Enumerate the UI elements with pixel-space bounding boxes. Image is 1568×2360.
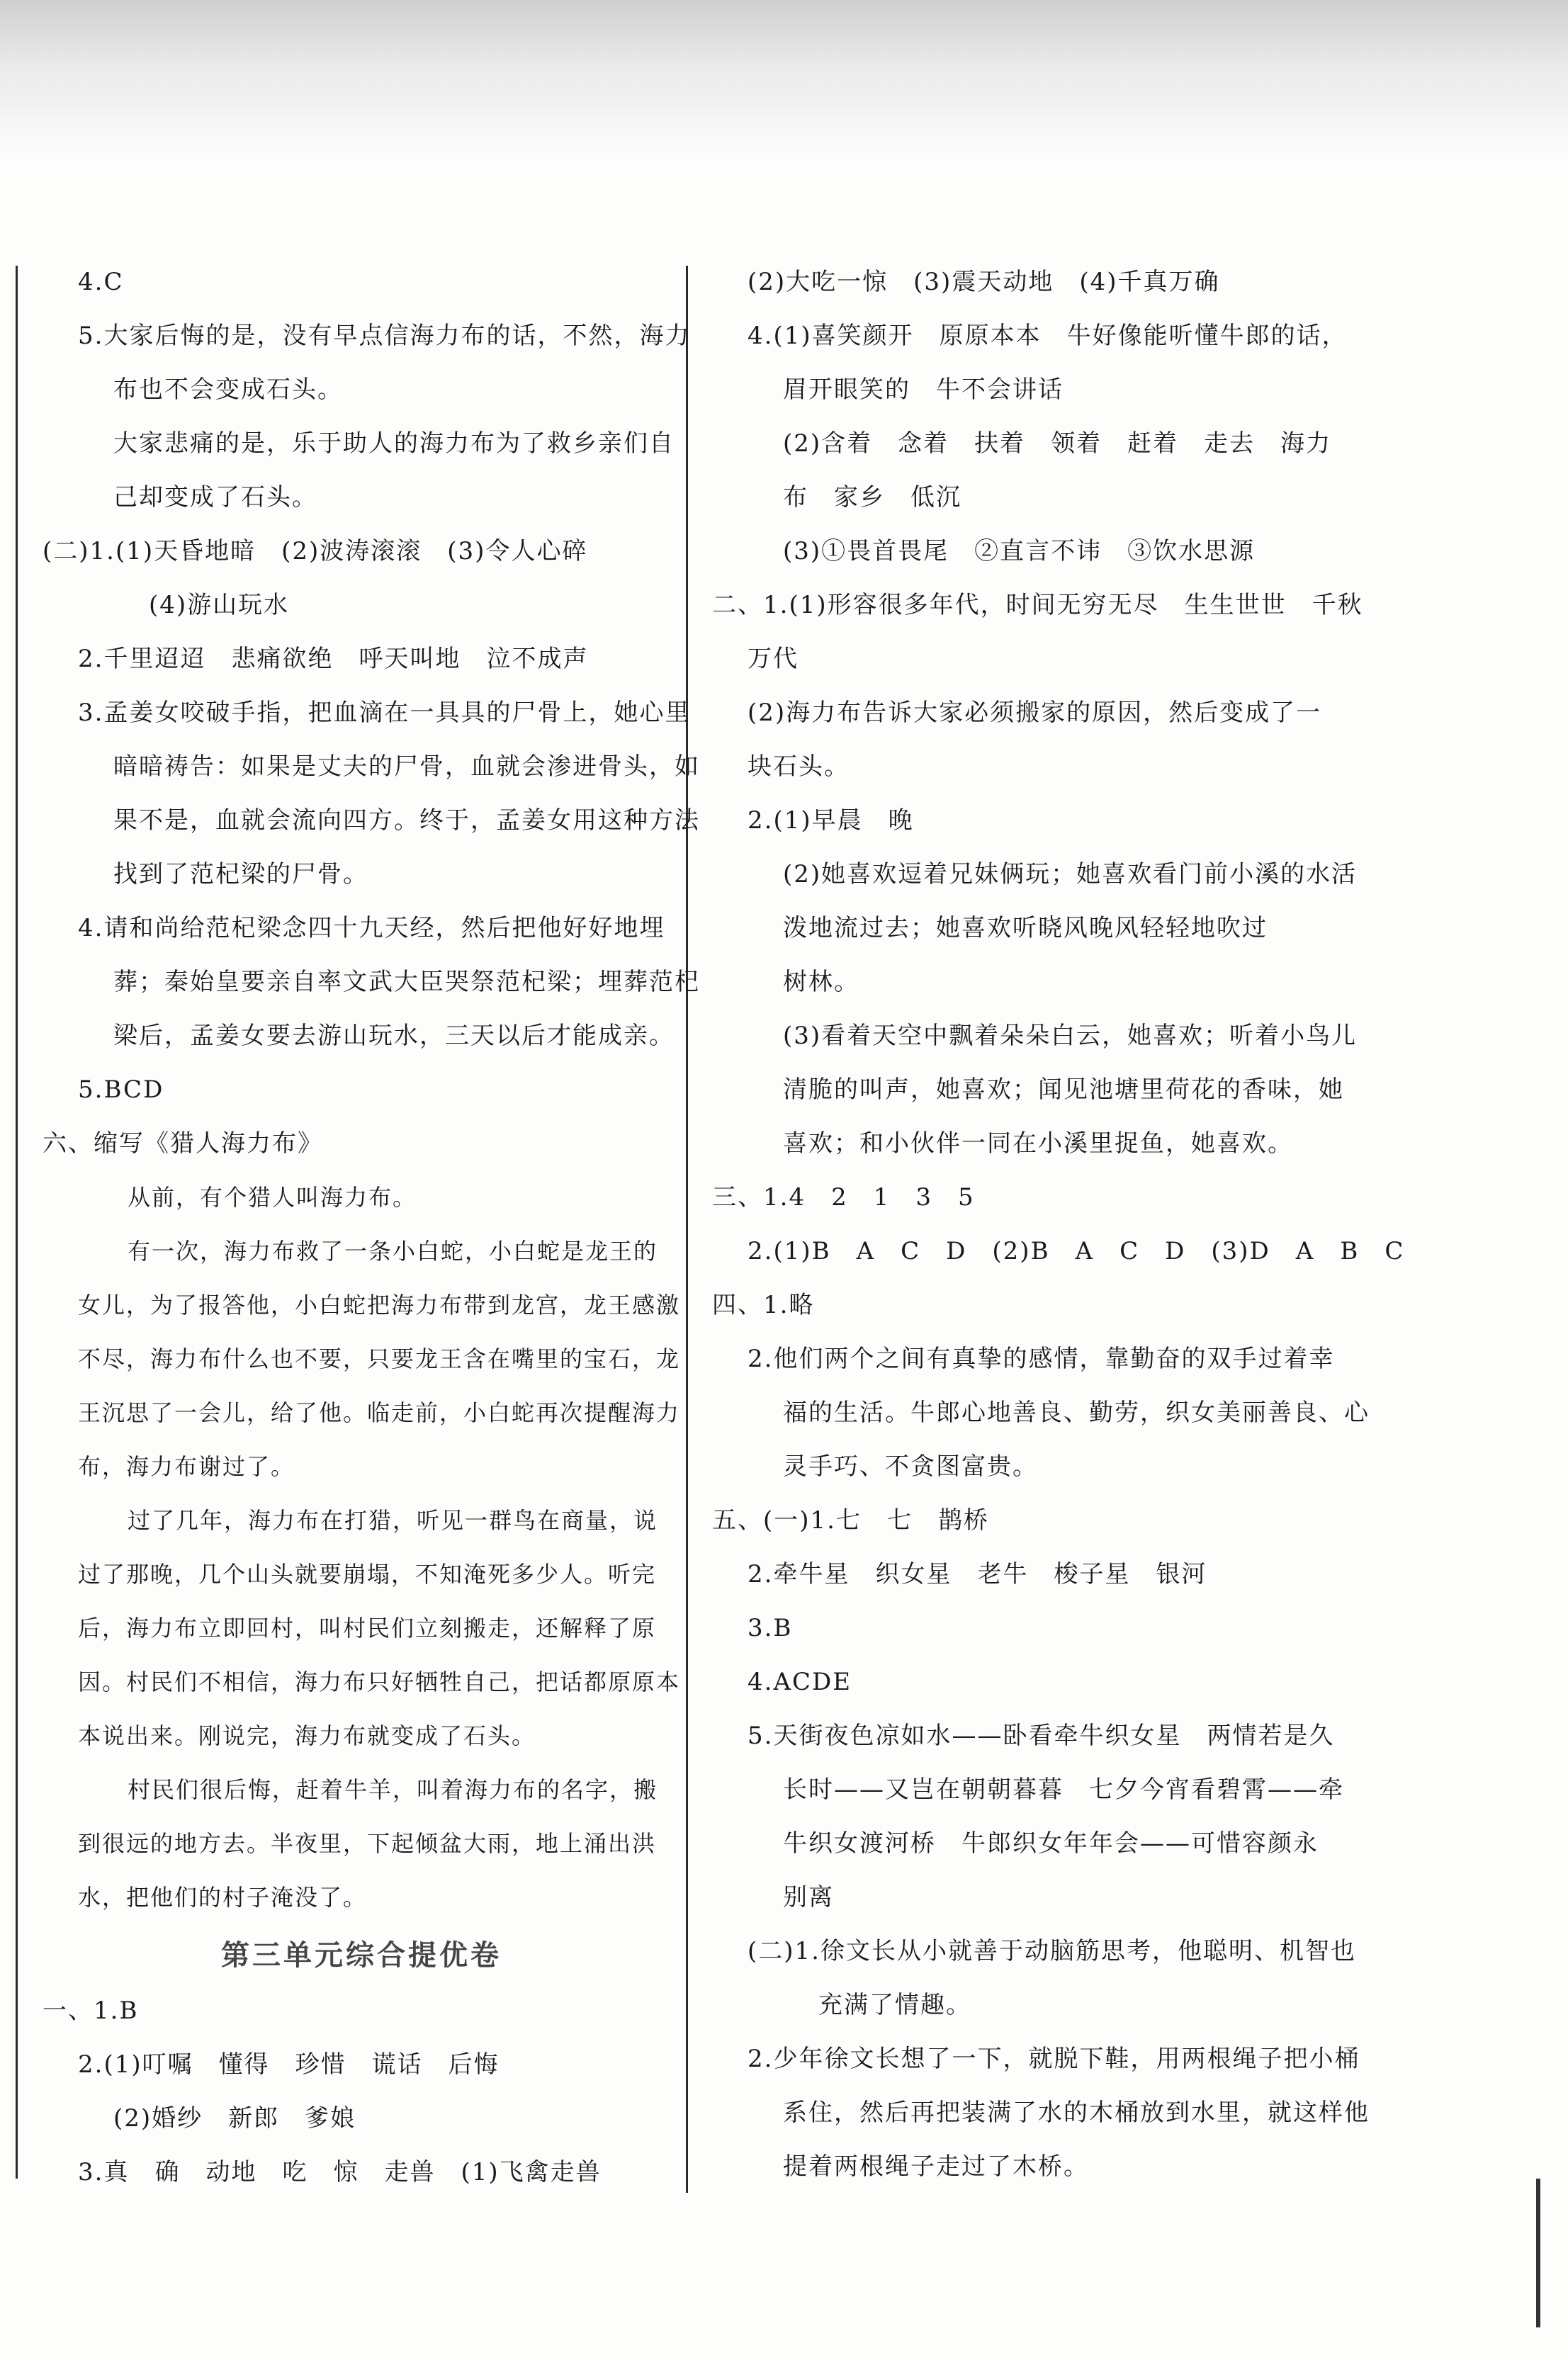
answer-line: (2)她喜欢逗着兄妹俩玩；她喜欢看门前小溪的水活 [783, 860, 1358, 888]
answer-line: 提着两根绳子走过了木桥。 [783, 2152, 1089, 2181]
section-title: 第三单元综合提优卷 [221, 1939, 502, 1972]
answer-line: (3)①畏首畏尾 ②直言不讳 ③饮水思源 [783, 537, 1256, 565]
answer-line: 找到了范杞梁的尸骨。 [113, 860, 368, 888]
answer-line: 福的生活。牛郎心地善良、勤劳，织女美丽善良、心 [783, 1399, 1370, 1427]
answer-line: 长时——又岂在朝朝暮暮 七夕今宵看碧霄——牵 [783, 1775, 1344, 1804]
answer-line: 4.C [78, 268, 124, 296]
answer-line: 块石头。 [748, 752, 850, 781]
answer-line: 2.少年徐文长想了一下，就脱下鞋，用两根绳子把小桶 [748, 2045, 1360, 2073]
answer-line: 3.真 确 动地 吃 惊 走兽 (1)飞禽走兽 [78, 2158, 602, 2186]
composition-paragraph: 村民们很后悔，赶着牛羊，叫着海力布的名字，搬到很远的地方去。半夜里，下起倾盆大雨，地上涌出洪水，把他们的村子淹没了。 [78, 1776, 658, 1911]
answer-line: 泼地流过去；她喜欢听晓风晚风轻轻地吹过 [783, 914, 1268, 942]
answer-line: 4.(1)喜笑颜开 原原本本 牛好像能听懂牛郎的话， [748, 322, 1348, 350]
composition-paragraph: 有一次，海力布救了一条小白蛇，小白蛇是龙王的女儿，为了报答他，小白蛇把海力布带到龙宫，龙王感激不尽，海力布什么也不要，只要龙王含在嘴里的宝石，龙王沉思了一会儿，给了他。临走前，小白蛇再次提醒海力布，海力布谢过了。 [78, 1238, 681, 1480]
left-margin-rule [16, 266, 18, 2179]
answer-line: (2)婚纱 新郎 爹娘 [113, 2104, 356, 2133]
answer-line: 一、1.B [43, 1997, 139, 2025]
answer-line: (4)游山玩水 [149, 591, 290, 619]
answer-line: 2.(1)叮嘱 懂得 珍惜 谎话 后悔 [78, 2050, 500, 2079]
left-answer-list-continued [43, 1984, 680, 2199]
answer-line: 己却变成了石头。 [113, 483, 317, 512]
scan-shadow-band [0, 0, 1568, 163]
answer-line: (2)大吃一惊 (3)震天动地 (4)千真万确 [748, 268, 1220, 296]
answer-line: 4.ACDE [748, 1668, 852, 1696]
answer-line: 六、缩写《猎人海力布》 [43, 1129, 323, 1158]
answer-line: (二)1.(1)天昏地暗 (2)波涛滚滚 (3)令人心碎 [43, 537, 588, 565]
answer-line: 2.(1)B A C D (2)B A C D (3)D A B C [748, 1237, 1405, 1265]
answer-line: 2.千里迢迢 悲痛欲绝 呼天叫地 泣不成声 [78, 645, 589, 673]
answer-line: 布也不会变成石头。 [113, 376, 343, 404]
answer-line: 清脆的叫声，她喜欢；闻见池塘里荷花的香味，她 [783, 1075, 1344, 1104]
binding-mark [1536, 2179, 1540, 2327]
left-column [43, 255, 700, 2199]
right-answer-list [712, 255, 1405, 2194]
answer-line: 2.牵牛星 织女星 老牛 梭子星 银河 [748, 1560, 1207, 1588]
answer-line: 梁后，孟姜女要去游山玩水，三天以后才能成亲。 [113, 1022, 675, 1050]
left-answer-list [43, 255, 700, 1170]
answer-line: 二、1.(1)形容很多年代，时间无穷无尽 生生世世 千秋 [712, 591, 1363, 619]
answer-line: 喜欢；和小伙伴一同在小溪里捉鱼，她喜欢。 [783, 1129, 1293, 1158]
answer-line: 系住，然后再把装满了水的木桶放到水里，就这样他 [783, 2099, 1370, 2127]
answer-line: 葬；秦始皇要亲自率文武大臣哭祭范杞梁；埋葬范杞 [113, 968, 700, 996]
answer-line: 布 家乡 低沉 [783, 483, 961, 512]
answer-line: 3.孟姜女咬破手指，把血滴在一具具的尸骨上，她心里 [78, 699, 691, 727]
answer-line: 暗暗祷告：如果是丈夫的尸骨，血就会渗进骨头，如 [113, 752, 700, 781]
right-column [712, 255, 1405, 2194]
answer-line: 大家悲痛的是，乐于助人的海力布为了救乡亲们自 [113, 429, 675, 458]
answer-line: 3.B [748, 1614, 793, 1642]
answer-line: 三、1.4 2 1 3 5 [712, 1183, 975, 1212]
answer-line: (3)看着天空中飘着朵朵白云，她喜欢；听着小鸟儿 [783, 1022, 1358, 1050]
answer-line: 五、(一)1.七 七 鹊桥 [712, 1506, 989, 1535]
answer-line: 充满了情趣。 [818, 1991, 971, 2019]
answer-line: (2)含着 念着 扶着 领着 赶着 走去 海力 [783, 429, 1332, 458]
answer-line: 5.天街夜色凉如水——卧看牵牛织女星 两情若是久 [748, 1722, 1335, 1750]
answer-line: 5.BCD [78, 1075, 164, 1104]
answer-line: 四、1.略 [712, 1291, 815, 1319]
answer-line: 牛织女渡河桥 牛郎织女年年会——可惜容颜永 [783, 1829, 1319, 1858]
answer-line: 2.(1)早晨 晚 [748, 806, 914, 835]
answer-line: 万代 [748, 645, 799, 673]
answer-line: 眉开眼笑的 牛不会讲话 [783, 376, 1064, 404]
answer-line: (2)海力布告诉大家必须搬家的原因，然后变成了一 [748, 699, 1322, 727]
composition-paragraph: 过了几年，海力布在打猎，听见一群鸟在商量，说过了那晚，几个山头就要崩塌，不知淹死多少人。听完后，海力布立即回村，叫村民们立刻搬走，还解释了原因。村民们不相信，海力布只好牺牲自己，把话都原原本本说出来。刚说完，海力布就变成了石头。 [78, 1507, 681, 1749]
answer-line: 2.他们两个之间有真挚的感情，靠勤奋的双手过着幸 [748, 1345, 1335, 1373]
answer-line: 树林。 [783, 968, 859, 996]
answer-line: 灵手巧、不贪图富贵。 [783, 1452, 1038, 1481]
answer-line: 4.请和尚给范杞梁念四十九天经，然后把他好好地埋 [78, 914, 665, 942]
answer-line: (二)1.徐文长从小就善于动脑筋思考，他聪明、机智也 [748, 1937, 1356, 1965]
composition-paragraph: 从前，有个猎人叫海力布。 [128, 1184, 417, 1211]
answer-line: 别离 [783, 1883, 834, 1912]
abridged-composition [43, 1170, 680, 1924]
answer-line: 果不是，血就会流向四方。终于，孟姜女用这种方法 [113, 806, 700, 835]
column-divider [686, 266, 688, 2193]
answer-line: 5.大家后悔的是，没有早点信海力布的话，不然，海力 [78, 322, 691, 350]
